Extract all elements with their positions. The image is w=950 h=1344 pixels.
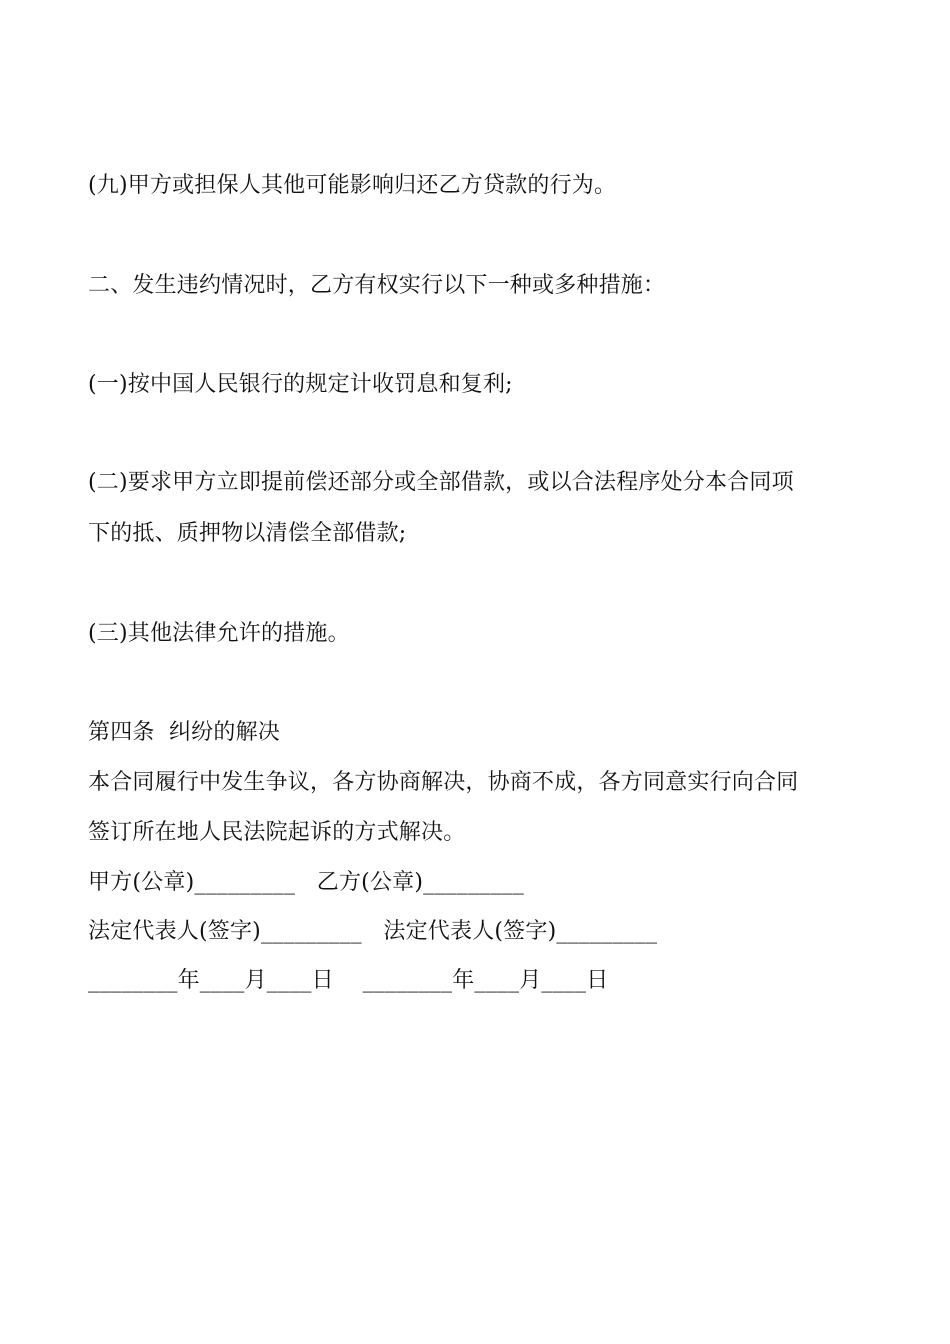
article-four-title: [88, 719, 878, 747]
clause-item-nine-text: (九)甲方或担保人其他可能影响归还乙方贷款的行为。: [88, 173, 617, 198]
measure-two-line1-text: (二)要求甲方立即提前偿还部分或全部借款，或以合法程序处分本合同项: [88, 470, 794, 495]
representative-row: [88, 918, 878, 946]
seal-row: [88, 869, 878, 897]
party-b-representative-field: 法定代表人(签字)_________: [383, 919, 658, 944]
party-a-date-field: ________年____月____日: [88, 968, 334, 993]
article-four-body-line2-text: 签订所在地人民法院起诉的方式解决。: [88, 820, 466, 845]
article-four-body-line1-text: 本合同履行中发生争议，各方协商解决，协商不成，各方同意实行向合同: [88, 770, 799, 795]
measure-three-text: (三)其他法律允许的措施。: [88, 621, 350, 646]
article-four-body-line2: [88, 819, 878, 847]
measure-three: [88, 620, 878, 648]
clause-item-nine: [88, 172, 878, 200]
measure-two-line2-text: 下的抵、质押物以清偿全部借款;: [88, 521, 407, 546]
section-two-heading-text: 二、发生违约情况时，乙方有权实行以下一种或多种措施：: [88, 273, 666, 298]
party-b-seal-field: 乙方(公章)_________: [316, 870, 524, 895]
measure-one-text: (一)按中国人民银行的规定计收罚息和复利;: [88, 372, 513, 397]
party-b-date-field: ________年____月____日: [362, 968, 609, 993]
section-two-heading: [88, 272, 878, 300]
article-four-title-text: 第四条 纠纷的解决: [88, 720, 280, 745]
date-row: [88, 967, 878, 995]
party-a-seal-field: 甲方(公章)_________: [88, 870, 296, 895]
measure-one: [88, 371, 878, 399]
party-a-representative-field: 法定代表人(签字)_________: [88, 919, 362, 944]
measure-two-line2: [88, 520, 878, 548]
measure-two-line1: [88, 469, 878, 497]
article-four-body-line1: [88, 769, 878, 797]
